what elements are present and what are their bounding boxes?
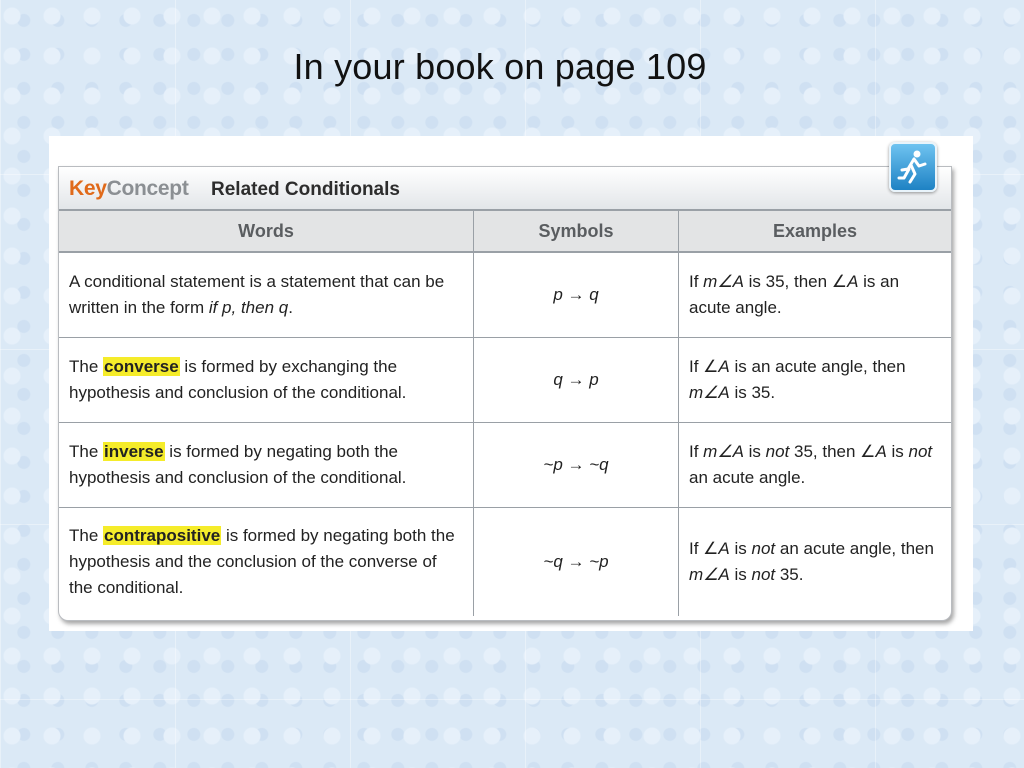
key-word: Key: [69, 177, 107, 200]
symbols-cell: ~q → ~p: [474, 508, 679, 617]
card-header: [59, 167, 951, 211]
text-segment: is an acute angle, then: [729, 357, 906, 376]
text-segment: If: [689, 272, 704, 291]
text-segment: an acute angle.: [689, 468, 806, 487]
italic-text: A: [875, 442, 887, 461]
text-segment: an acute angle, then: [775, 539, 934, 558]
highlighted-term: converse: [104, 357, 179, 376]
text-segment: is formed by exchanging the hypothesis and conclusion of the conditional.: [69, 357, 407, 402]
highlighted-term: inverse: [104, 442, 164, 461]
examples-cell: [679, 423, 952, 508]
text-segment: If ∠: [689, 357, 719, 376]
examples-cell: [679, 252, 952, 338]
symbols-cell: p → q: [474, 252, 679, 338]
words-cell: [59, 252, 474, 338]
italic-text: if p, then q: [208, 298, 289, 317]
column-header-symbols: Symbols: [474, 211, 679, 252]
runner-icon: [889, 142, 937, 192]
text-segment: is: [729, 539, 752, 558]
examples-cell: [679, 508, 952, 617]
symbols-cell: q → p: [474, 338, 679, 423]
text-segment: A conditional statement is a statement that can be written in the form: [69, 272, 445, 317]
highlighted-term: contrapositive: [104, 526, 221, 545]
key-concept-label: [69, 177, 189, 201]
italic-text: not: [765, 442, 790, 461]
examples-cell: [679, 338, 952, 423]
words-cell: [59, 338, 474, 423]
conditionals-table: [59, 211, 951, 616]
table-header-row: [59, 211, 951, 252]
table-row: [59, 252, 951, 338]
text-segment: is: [729, 565, 752, 584]
text-segment: If ∠: [689, 539, 719, 558]
table-row: [59, 508, 951, 617]
italic-text: not: [751, 565, 776, 584]
words-cell: [59, 508, 474, 617]
words-cell: [59, 423, 474, 508]
italic-text: A: [847, 272, 859, 291]
italic-text: A: [718, 539, 730, 558]
text-segment: is 35.: [729, 383, 776, 402]
italic-text: m∠A: [703, 442, 744, 461]
concept-title: Related Conditionals: [211, 179, 400, 200]
text-segment: 35, then ∠: [789, 442, 876, 461]
text-segment: is an acute angle.: [689, 272, 900, 317]
text-segment: The: [69, 442, 104, 461]
table-row: [59, 423, 951, 508]
key-concept-card: [58, 166, 952, 621]
italic-text: not: [751, 539, 776, 558]
text-segment: is formed by negating both the hypothesis and conclusion of the conditional.: [69, 442, 407, 487]
italic-text: m∠A: [703, 272, 744, 291]
slide-title: In your book on page 109: [293, 46, 707, 87]
text-segment: The: [69, 357, 104, 376]
column-header-examples: Examples: [679, 211, 952, 252]
text-segment: .: [288, 298, 293, 317]
symbols-cell: ~p → ~q: [474, 423, 679, 508]
italic-text: m∠A: [689, 565, 730, 584]
key-concept-image: [49, 136, 973, 631]
table-row: [59, 338, 951, 423]
text-segment: is: [886, 442, 909, 461]
text-segment: is: [743, 442, 766, 461]
text-segment: is formed by negating both the hypothesis and the conclusion of the converse of the conditional.: [69, 526, 455, 597]
text-segment: The: [69, 526, 104, 545]
text-segment: If: [689, 442, 704, 461]
text-segment: 35.: [775, 565, 804, 584]
text-segment: is 35, then ∠: [743, 272, 848, 291]
column-header-words: Words: [59, 211, 474, 252]
italic-text: m∠A: [689, 383, 730, 402]
italic-text: A: [718, 357, 730, 376]
concept-word: Concept: [106, 177, 189, 200]
italic-text: not: [908, 442, 933, 461]
